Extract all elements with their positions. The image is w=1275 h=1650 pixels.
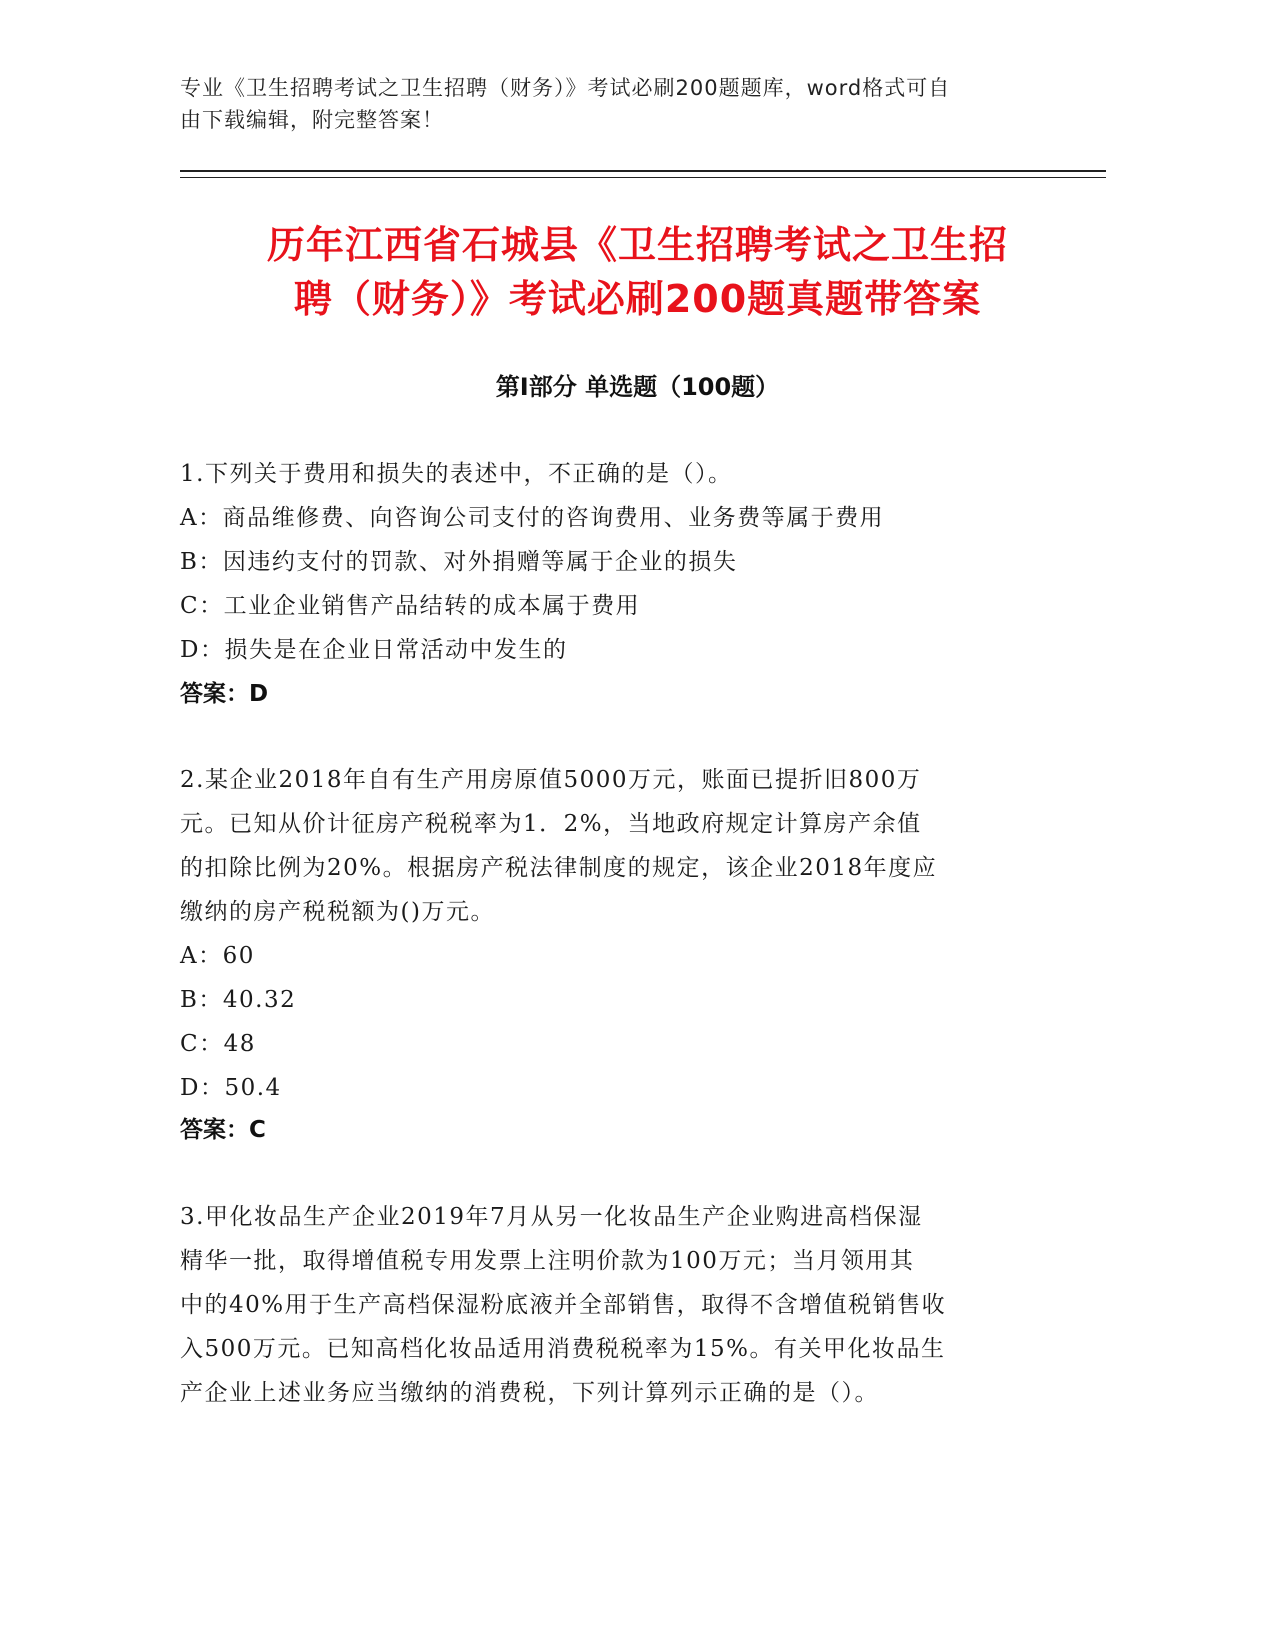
question-3-stem-line: 精华一批，取得增值税专用发票上注明价款为100万元；当月领用其 [180,1248,915,1274]
header-note [180,72,1040,136]
question-2-option-c: C：48 [180,1031,256,1057]
question-2-stem-line: 元。已知从价计征房产税税率为1．2%，当地政府规定计算房产余值 [180,811,922,837]
question-2-answer: 答案：C [180,1117,266,1143]
header-divider-thick [180,170,1106,172]
question-1-option-c: C：工业企业销售产品结转的成本属于费用 [180,593,641,619]
question-2-option-b: B：40.32 [180,987,297,1013]
question-3-stem-line: 产企业上述业务应当缴纳的消费税，下列计算列示正确的是（）。 [180,1380,879,1406]
question-1-stem-line: 1.下列关于费用和损失的表述中，不正确的是（）。 [180,461,733,487]
header-divider-thin [180,177,1106,178]
question-2-stem-line: 缴纳的房产税税额为()万元。 [180,899,495,925]
header-note-line-1: 专业《卫生招聘考试之卫生招聘（财务）》考试必刷200题题库，word格式可自 [180,76,951,100]
question-3-stem-line: 入500万元。已知高档化妆品适用消费税税率为15%。有关甲化妆品生 [180,1336,946,1362]
question-1-option-d: D：损失是在企业日常活动中发生的 [180,637,568,663]
question-3-stem-line: 3.甲化妆品生产企业2019年7月从另一化妆品生产企业购进高档保湿 [180,1204,923,1230]
question-2-option-d: D：50.4 [180,1075,282,1101]
document-title-line-2: 聘（财务）》考试必刷200题真题带答案 [293,277,982,321]
question-3-stem-line: 中的40%用于生产高档保湿粉底液并全部销售，取得不含增值税销售收 [180,1292,947,1318]
question-1-answer: 答案：D [180,681,269,707]
section-heading: 第Ⅰ部分 单选题（100题） [495,373,780,401]
question-2-stem-line: 2.某企业2018年自有生产用房原值5000万元，账面已提折旧800万 [180,767,922,793]
question-1-option-b: B：因违约支付的罚款、对外捐赠等属于企业的损失 [180,549,738,575]
document-title [150,218,1125,326]
header-note-line-2: 由下载编辑，附完整答案！ [180,108,444,132]
question-2-stem-line: 的扣除比例为20%。根据房产税法律制度的规定，该企业2018年度应 [180,855,938,881]
document-title-line-1: 历年江西省石城县《卫生招聘考试之卫生招 [266,223,1008,267]
question-1-option-a: A：商品维修费、向咨询公司支付的咨询费用、业务费等属于费用 [180,505,885,531]
question-2-option-a: A：60 [180,943,255,969]
